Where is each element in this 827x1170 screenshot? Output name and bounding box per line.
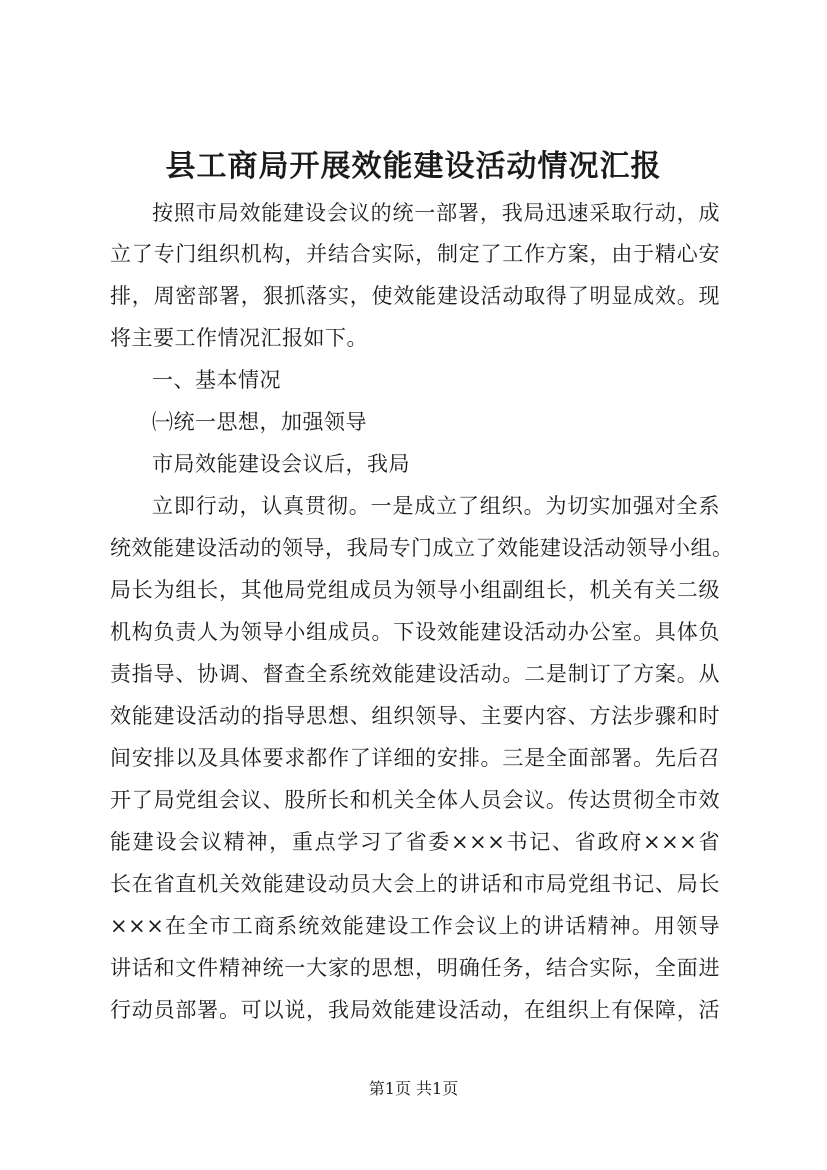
body-line: 立了专门组织机构，并结合实际，制定了工作方案，由于精心安	[110, 242, 720, 266]
body-line: 按照市局效能建设会议的统一部署，我局迅速采取行动，成	[152, 201, 720, 225]
body-line: ×××在全市工商系统效能建设工作会议上的讲话精神。用领导	[110, 914, 720, 938]
body-line: 将主要工作情况汇报如下。	[110, 326, 368, 350]
body-line: 排，周密部署，狠抓落实，使效能建设活动取得了明显成效。现	[110, 284, 720, 308]
page-number-footer: 第1页 共1页	[368, 1079, 459, 1098]
body-line: 市局效能建设会议后，我局	[152, 452, 410, 476]
section-heading: 一、基本情况	[152, 368, 281, 392]
body-line: 行动员部署。可以说，我局效能建设活动，在组织上有保障，活	[110, 998, 720, 1022]
body-line: 统效能建设活动的领导，我局专门成立了效能建设活动领导小组。	[110, 536, 734, 560]
document-title: 县工商局开展效能建设活动情况汇报	[165, 149, 662, 184]
body-line: 间安排以及具体要求都作了详细的安排。三是全面部署。先后召	[110, 746, 720, 770]
body-line: 效能建设活动的指导思想、组织领导、主要内容、方法步骤和时	[110, 704, 720, 728]
body-line: 局长为组长，其他局党组成员为领导小组副组长，机关有关二级	[110, 578, 720, 602]
body-line: 能建设会议精神，重点学习了省委×××书记、省政府×××省	[110, 830, 720, 854]
body-line: 机构负责人为领导小组成员。下设效能建设活动办公室。具体负	[110, 620, 720, 644]
body-line: 开了局党组会议、股所长和机关全体人员会议。传达贯彻全市效	[110, 788, 720, 812]
body-line: 讲话和文件精神统一大家的思想，明确任务，结合实际，全面进	[110, 956, 720, 980]
subsection-heading: ㈠统一思想，加强领导	[152, 410, 367, 434]
body-line: 责指导、协调、督查全系统效能建设活动。二是制订了方案。从	[110, 662, 720, 686]
body-line: 长在省直机关效能建设动员大会上的讲话和市局党组书记、局长	[110, 872, 720, 896]
body-line: 立即行动，认真贯彻。一是成立了组织。为切实加强对全系	[152, 494, 720, 518]
